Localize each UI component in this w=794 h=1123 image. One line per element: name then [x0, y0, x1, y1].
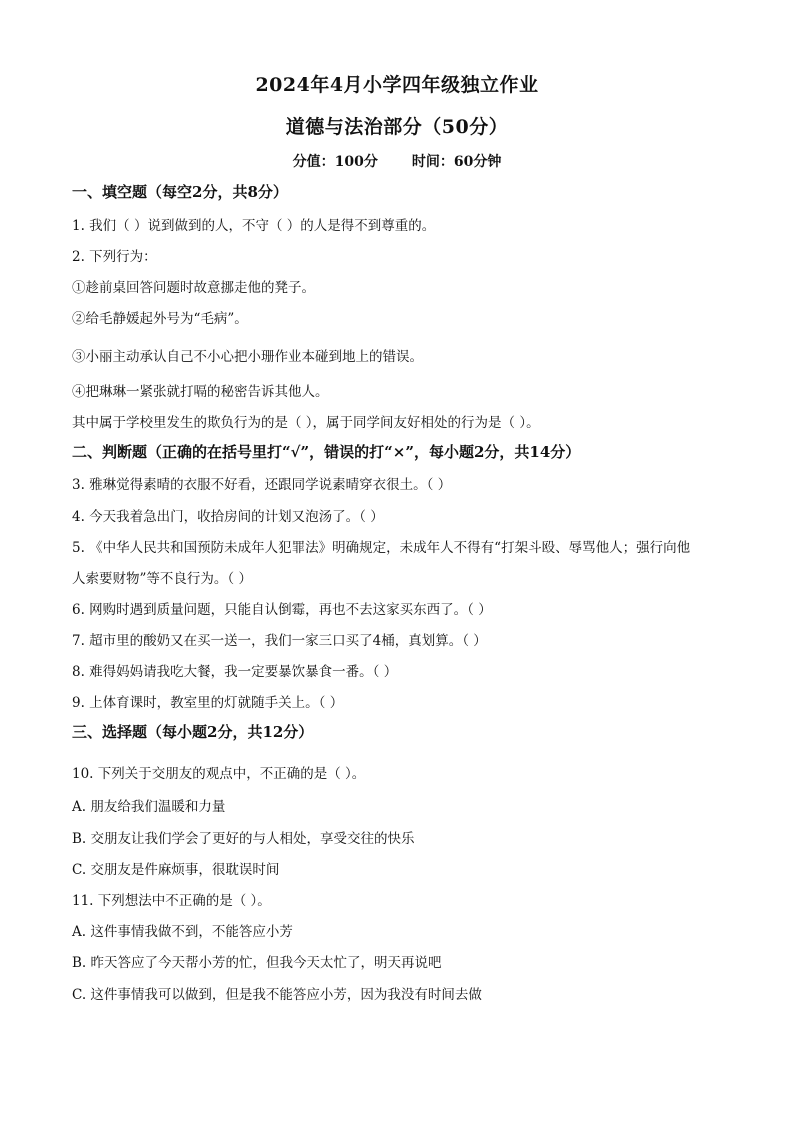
time-value: 时间：60分钟 — [411, 154, 502, 170]
question-line: 6. 网购时遇到质量问题，只能自认倒霉，再也不去这家买东西了。（ ） — [72, 602, 492, 618]
question-line: 11. 下列想法中不正确的是（ ）。 — [72, 893, 271, 909]
question-line: 2. 下列行为： — [72, 249, 157, 265]
score-time-line — [0, 151, 794, 171]
choice-line: A. 这件事情我做不到，不能答应小芳 — [72, 924, 293, 940]
score-value: 分值：100分 — [292, 154, 378, 170]
question-line: 7. 超市里的酸奶又在买一送一，我们一家三口买了4桶，真划算。（ ） — [72, 633, 487, 649]
page-subtitle: 道德与法治部分（50分） — [285, 116, 509, 138]
page-title: 2024年4月小学四年级独立作业 — [255, 74, 539, 96]
choice-line: C. 交朋友是件麻烦事，很耽误时间 — [72, 862, 280, 878]
question-line: 3. 雅琳觉得素晴的衣服不好看，还跟同学说素晴穿衣很土。（ ） — [72, 477, 452, 493]
question-line: 人索要财物”等不良行为。（ ） — [72, 571, 252, 587]
question-line: 5. 《中华人民共和国预防未成年人犯罪法》明确规定，未成年人不得有“打架斗殴、辱骂他人；强行向他 — [72, 540, 691, 556]
section-heading-multiple-choice: 三、选择题（每小题2分，共12分） — [72, 723, 314, 741]
section-heading-true-false: 二、判断题（正确的在括号里打“√”，错误的打“×”，每小题2分，共14分） — [72, 443, 581, 461]
choice-line: B. 昨天答应了今天帮小芳的忙，但我今天太忙了，明天再说吧 — [72, 955, 442, 971]
question-line: 4. 今天我着急出门，收拾房间的计划又泡汤了。（ ） — [72, 509, 384, 525]
question-line: ③小丽主动承认自己不小心把小珊作业本碰到地上的错误。 — [72, 349, 423, 365]
choice-line: A. 朋友给我们温暖和力量 — [72, 799, 226, 815]
question-line: 其中属于学校里发生的欺负行为的是（ ），属于同学间友好相处的行为是（ ）。 — [72, 415, 540, 431]
question-line: ①趁前桌回答问题时故意挪走他的凳子。 — [72, 280, 315, 296]
question-line: 9. 上体育课时，教室里的灯就随手关上。（ ） — [72, 695, 344, 711]
question-line: 1. 我们（ ）说到做到的人，不守（ ）的人是得不到尊重的。 — [72, 218, 436, 234]
choice-line: C. 这件事情我可以做到，但是我不能答应小芳，因为我没有时间去做 — [72, 987, 482, 1003]
section-heading-fill-blank: 一、填空题（每空2分，共8分） — [72, 183, 288, 201]
question-line: 8. 难得妈妈请我吃大餐，我一定要暴饮暴食一番。（ ） — [72, 664, 398, 680]
question-line: ④把琳琳一紧张就打嗝的秘密告诉其他人。 — [72, 384, 329, 400]
choice-line: B. 交朋友让我们学会了更好的与人相处，享受交往的快乐 — [72, 831, 415, 847]
question-line: ②给毛静媛起外号为“毛病”。 — [72, 311, 248, 327]
question-line: 10. 下列关于交朋友的观点中，不正确的是（ ）。 — [72, 766, 366, 782]
